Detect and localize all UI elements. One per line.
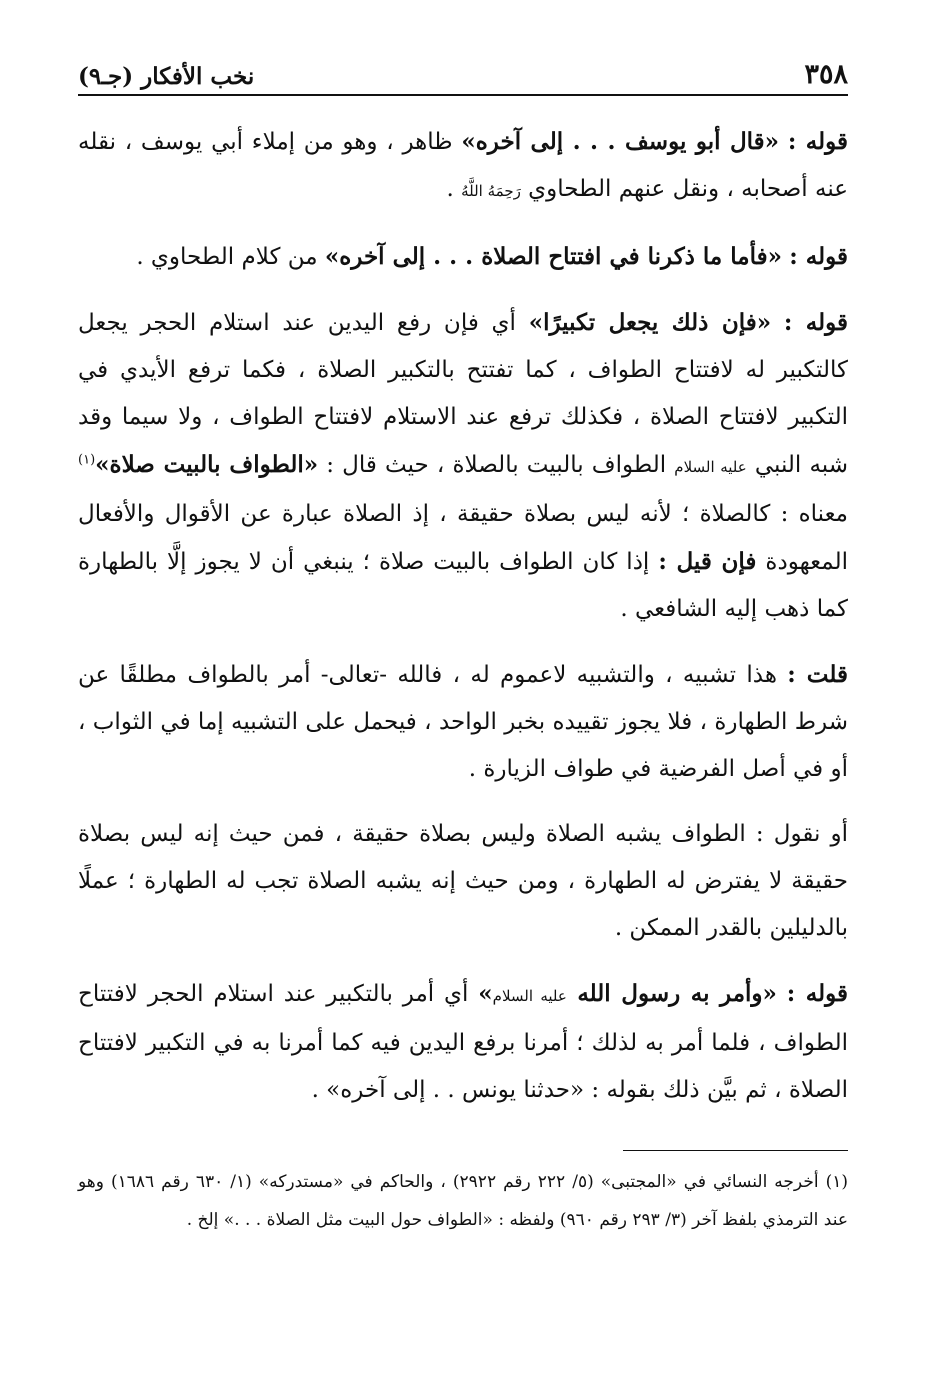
- paragraph-text: الطواف بالبيت بالصلاة ، حيث قال :: [318, 452, 675, 478]
- quoted-phrase-end: »: [478, 980, 493, 1007]
- page-body: [78, 118, 848, 1114]
- paragraph-text: أو نقول : الطواف يشبه الصلاة وليس بصلاة حقيقة ، فمن حيث إنه ليس بصلاة حقيقة لا يفترض له الطهارة ، ومن حيث إنه يشبه الصلاة تجب له الطهارة ؛ عملًا بالدليلين بالقدر الممكن .: [78, 821, 848, 941]
- lead-word: قوله :: [783, 309, 848, 336]
- footnote-ref: (١): [78, 452, 96, 468]
- paragraph-4: [78, 651, 848, 793]
- paragraph-text: هذا تشبيه ، والتشبيه لاعموم له ، فالله -تعالى- أمر بالطواف مطلقًا عن شرط الطهارة ، فلا يجوز تقييده بخبر الواحد ، فيحمل على التشبيه إما في الثواب ، أو في أصل الفرضية في طواف الزيارة .: [78, 662, 848, 782]
- honorific: عليه السلام: [674, 458, 747, 476]
- paragraph-text: إذا كان الطواف بالبيت صلاة ؛ ينبغي أن لا يجوز إلَّا بالطهارة كما ذهب إليه الشافعي .: [78, 549, 848, 622]
- book-page: [78, 52, 848, 1352]
- quoted-phrase: «فأما ما ذكرنا في افتتاح الصلاة . . . إلى آخره»: [324, 243, 782, 270]
- paragraph-text: معناه : كالصلاة ؛ لأنه ليس بصلاة حقيقة ، إذ الصلاة عبارة عن الأقوال والأفعال المعهودة: [78, 501, 848, 575]
- lead-word: قوله :: [787, 128, 849, 155]
- paragraph-text: .: [446, 176, 462, 202]
- footnote: (١) أخرجه النسائي في «المجتبى» (٥/ ٢٢٢ رقم ٢٩٢٢) ، والحاكم في «مستدركه» (١/ ٦٣٠ رقم ١٦٨٦) وهو عند الترمذي بلفظ آخر (٣/ ٢٩٣ رقم ٩٦٠) ولفظه : «الطواف حول البيت مثل الصلاة . . .» إلخ .: [78, 1172, 848, 1230]
- quoted-phrase: «وأمر به رسول الله: [566, 980, 777, 1007]
- paragraph-2: [78, 233, 848, 281]
- lead-word: قوله :: [789, 243, 848, 270]
- book-title: نخب الأفكار (جـ٩): [78, 63, 255, 90]
- paragraph-text: ظاهر ، وهو من إملاء أبي يوسف ، نقله عنه أصحابه ، ونقل عنهم الطحاوي: [78, 129, 848, 202]
- lead-word: قوله :: [786, 980, 849, 1007]
- page-number: ٣٥٨: [804, 59, 848, 90]
- paragraph-3: [78, 299, 848, 633]
- paragraph-5: [78, 811, 848, 952]
- lead-word: فإن قيل :: [658, 548, 757, 575]
- page-header: [78, 52, 848, 96]
- paragraph-6: [78, 970, 848, 1114]
- footnote-divider: [623, 1150, 848, 1151]
- paragraph-1: [78, 118, 848, 215]
- quoted-phrase: «قال أبو يوسف . . . إلى آخره»: [461, 128, 780, 155]
- honorific: عليه السلام: [492, 987, 567, 1005]
- paragraph-text: من كلام الطحاوي .: [136, 244, 325, 270]
- quoted-hadith: «الطواف بالبيت صلاة»: [95, 451, 319, 478]
- lead-word: قلت :: [787, 661, 848, 688]
- paragraph-text: أي فإن رفع اليدين عند استلام الحجر يجعل كالتكبير له لافتتاح الطواف ، كما تفتتح بالتكبير الصلاة ، فكما ترفع الأيدي في التكبير لافتتاح الصلاة ، فكذلك ترفع عند الاستلام لافتتاح الطواف ، ولا سيما وقد شبه النبي: [78, 310, 848, 478]
- quoted-phrase: «فإن ذلك يجعل تكبيرًا»: [528, 309, 772, 336]
- honorific: رَحِمَهُ اللَّهُ: [461, 182, 521, 200]
- paragraph-text: أي أمر بالتكبير عند استلام الحجر لافتتاح الطواف ، فلما أمر به لذلك ؛ أمرنا برفع اليدين فيه كما أمرنا به في التكبير لافتتاح الصلاة ، ثم بيَّن ذلك بقوله : «حدثنا يونس . . إلى آخره» .: [78, 981, 848, 1103]
